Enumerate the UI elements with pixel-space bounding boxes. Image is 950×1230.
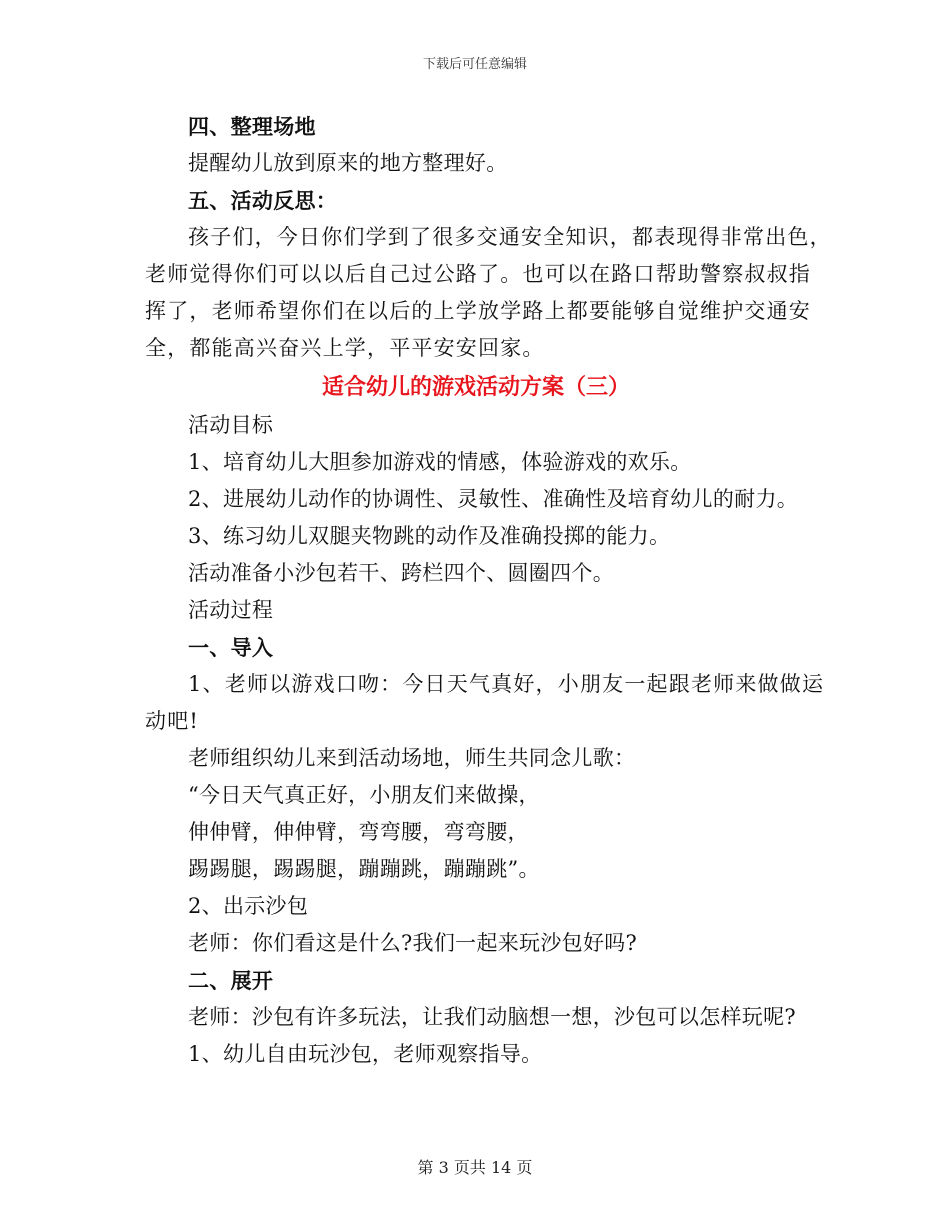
step1-item2: 2、出示沙包 bbox=[188, 894, 309, 918]
process-label: 活动过程 bbox=[188, 598, 274, 622]
section5-heading: 五、活动反思： bbox=[188, 188, 338, 213]
section4-heading: 四、整理场地 bbox=[188, 114, 316, 139]
step1-organize: 老师组织幼儿来到活动场地，师生共同念儿歌： bbox=[188, 746, 636, 770]
goal-item-3: 3、练习幼儿双腿夹物跳的动作及准确投掷的能力。 bbox=[188, 524, 671, 548]
goal-item-1: 1、培育幼儿大胆参加游戏的情感，体验游戏的欢乐。 bbox=[188, 450, 692, 474]
rhyme-line-2: 伸伸臂，伸伸臂，弯弯腰，弯弯腰， bbox=[188, 820, 529, 844]
step2-teacher-question: 老师：沙包有许多玩法，让我们动脑想一想，沙包可以怎样玩呢? bbox=[188, 1005, 796, 1029]
document-body bbox=[145, 108, 832, 1073]
step1-teacher-question: 老师：你们看这是什么?我们一起来玩沙包好吗? bbox=[188, 931, 638, 955]
step2-heading: 二、展开 bbox=[188, 968, 274, 993]
prep-text: 活动准备小沙包若干、跨栏四个、圆圈四个。 bbox=[188, 561, 614, 585]
step2-item1: 1、幼儿自由玩沙包，老师观察指导。 bbox=[188, 1042, 543, 1066]
section5-line-4: 全，都能高兴奋兴上学，平平安安回家。 bbox=[145, 336, 545, 360]
section5-line-2: 老师觉得你们可以以后自己过公路了。也可以在路口帮助警察叔叔指 bbox=[145, 262, 811, 286]
section5-line-1: 孩子们，今日你们学到了很多交通安全知识，都表现得非常出色， bbox=[188, 225, 832, 249]
goals-label: 活动目标 bbox=[188, 413, 274, 437]
goal-item-2: 2、进展幼儿动作的协调性、灵敏性、准确性及培育幼儿的耐力。 bbox=[188, 487, 799, 511]
step1-item1-line-1: 1、老师以游戏口吻：今日天气真好，小朋友一起跟老师来做做运 bbox=[188, 672, 825, 696]
document-title: 适合幼儿的游戏活动方案（三） bbox=[321, 374, 630, 400]
step1-item1-line-2: 动吧! bbox=[145, 709, 200, 733]
rhyme-line-3: 踢踢腿，踢踢腿，蹦蹦跳，蹦蹦跳”。 bbox=[188, 857, 540, 881]
section4-body: 提醒幼儿放到原来的地方整理好。 bbox=[188, 151, 508, 175]
page-header: 下载后可任意编辑 bbox=[422, 57, 527, 72]
rhyme-line-1: “今日天气真正好，小朋友们来做操， bbox=[188, 783, 540, 807]
step1-heading: 一、导入 bbox=[188, 635, 274, 660]
section5-line-3: 挥了，老师希望你们在以后的上学放学路上都要能够自觉维护交通安 bbox=[145, 299, 811, 323]
page-footer: 第 3 页共 14 页 bbox=[417, 1158, 533, 1177]
